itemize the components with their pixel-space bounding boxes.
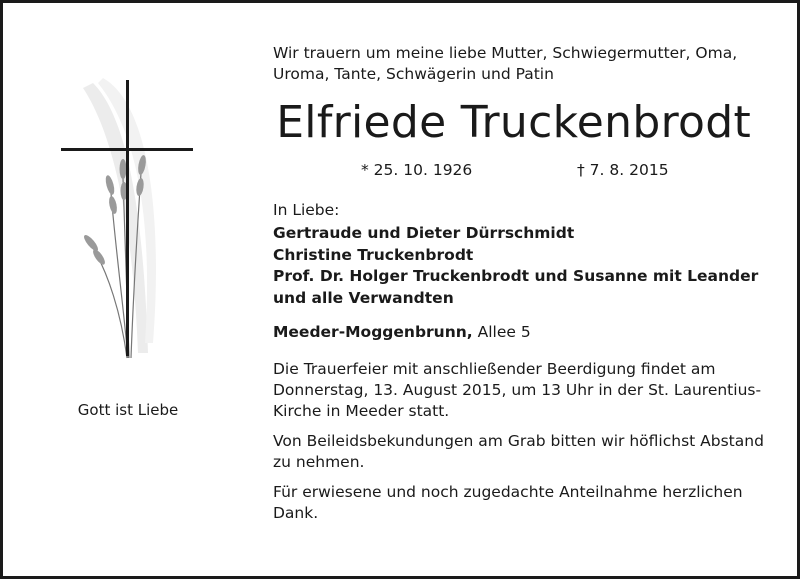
intro-text: Wir trauern um meine liebe Mutter, Schwiegermutter, Oma, Uroma, Tante, Schwägerin und Patin <box>273 44 738 83</box>
mourner-item: Prof. Dr. Holger Truckenbrodt und Susanne mit Leander <box>273 267 759 285</box>
funeral-text: Die Trauerfeier mit anschließender Beerdigung findet am Donnerstag, 13. August 2015, um 13 Uhr in der St. Laurentius-Kirche in Meeder statt. <box>273 360 762 420</box>
death-date: † 7. 8. 2015 <box>577 161 669 179</box>
left-column <box>3 3 243 576</box>
cross-with-wheat <box>53 73 203 363</box>
in-love-label: In Liebe: <box>273 201 340 219</box>
deceased-name: Elfriede Truckenbrodt <box>276 97 751 148</box>
address <box>273 322 773 343</box>
condolence-text: Von Beileidsbekundungen am Grab bitten wir höflichst Abstand zu nehmen. <box>273 432 764 471</box>
right-column <box>273 43 773 524</box>
mourners-list <box>273 223 773 309</box>
address-street: Allee 5 <box>477 323 531 341</box>
birth-date: * 25. 10. 1926 <box>361 161 473 179</box>
life-dates <box>273 161 773 185</box>
cross-icon <box>53 73 203 363</box>
thanks-text: Für erwiesene und noch zugedachte Anteilnahme herzlichen Dank. <box>273 483 743 522</box>
mourner-item: Gertraude und Dieter Dürrschmidt <box>273 224 575 242</box>
mourner-item: und alle Verwandten <box>273 288 454 307</box>
motto: Gott ist Liebe <box>77 401 179 419</box>
address-place: Meeder-Moggenbrunn, <box>273 323 473 341</box>
mourner-item: Christine Truckenbrodt <box>273 245 474 264</box>
